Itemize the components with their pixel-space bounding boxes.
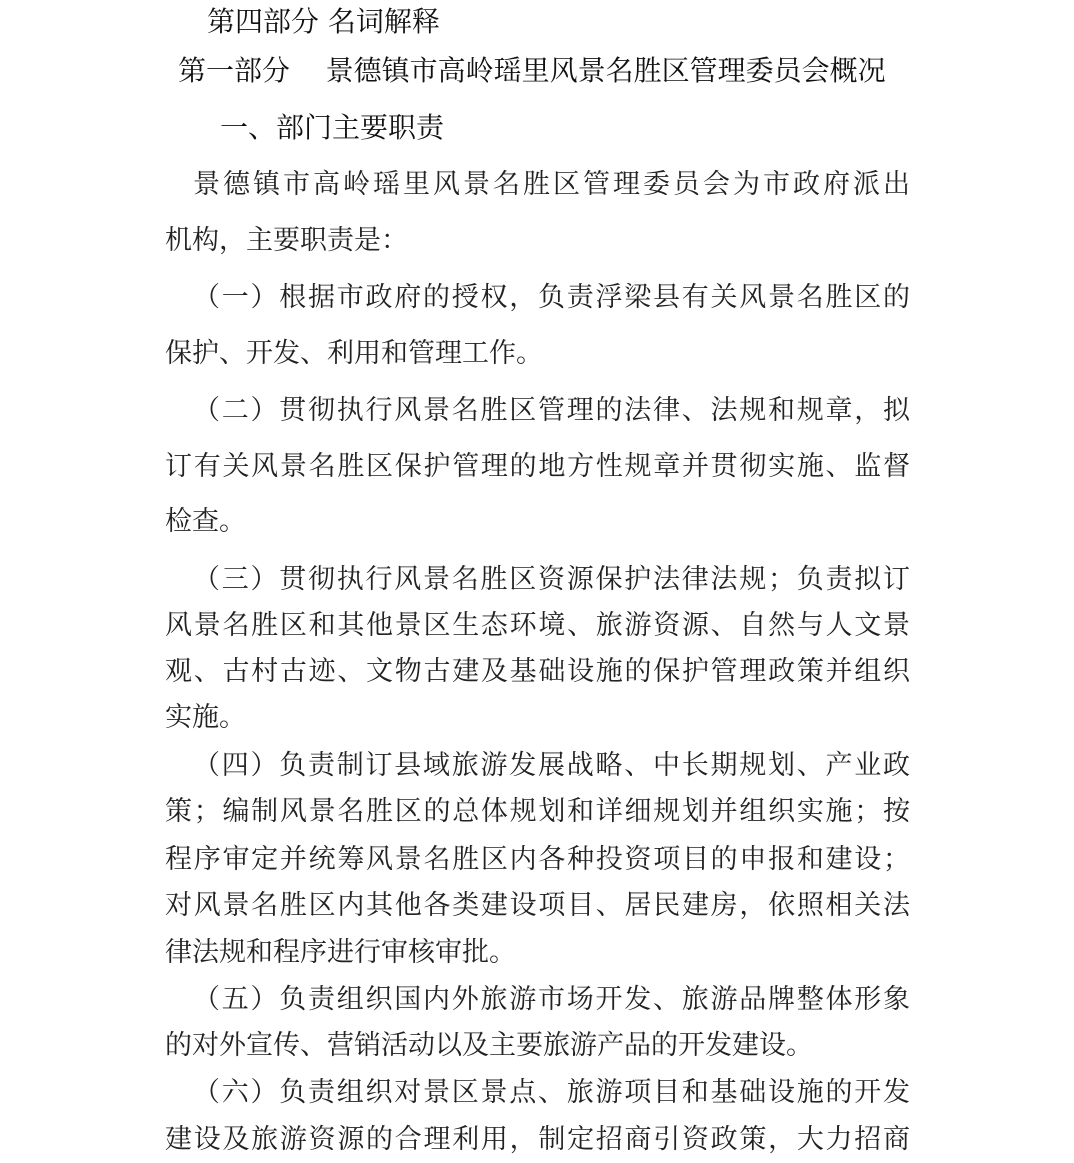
heading-part4: 第四部分 名词解释 bbox=[207, 5, 440, 38]
text-line: 程序审定并统筹风景名胜区内各种投资项目的申报和建设； bbox=[165, 844, 910, 875]
text-line: （六）负责组织对景区景点、旅游项目和基础设施的开发 bbox=[193, 1077, 910, 1108]
text-line: 观、古村古迹、文物古建及基础设施的保护管理政策并组织 bbox=[165, 656, 910, 687]
text-line: （五）负责组织国内外旅游市场开发、旅游品牌整体形象 bbox=[193, 984, 910, 1015]
text-line: 建设及旅游资源的合理利用，制定招商引资政策，大力招商 bbox=[165, 1124, 910, 1155]
text-line: 机构，主要职责是： bbox=[165, 225, 408, 256]
text-line: 保护、开发、利用和管理工作。 bbox=[165, 338, 543, 369]
text-line: 策；编制风景名胜区的总体规划和详细规划并组织实施；按 bbox=[165, 796, 910, 827]
heading-part1: 第一部分 景德镇市高岭瑶里风景名胜区管理委员会概况 bbox=[178, 54, 886, 87]
text-line: 律法规和程序进行审核审批。 bbox=[165, 937, 516, 968]
text-line: （一）根据市政府的授权，负责浮梁县有关风景名胜区的 bbox=[193, 282, 910, 313]
text-line: 检查。 bbox=[165, 506, 246, 537]
text-line: （二）贯彻执行风景名胜区管理的法律、法规和规章，拟 bbox=[193, 395, 910, 426]
text-line: 景德镇市高岭瑶里风景名胜区管理委员会为市政府派出 bbox=[193, 169, 910, 200]
text-line: （三）贯彻执行风景名胜区资源保护法律法规；负责拟订 bbox=[193, 564, 910, 595]
heading-section1: 一、部门主要职责 bbox=[220, 111, 445, 144]
text-line: （四）负责制订县域旅游发展战略、中长期规划、产业政 bbox=[193, 750, 910, 781]
text-line: 订有关风景名胜区保护管理的地方性规章并贯彻实施、监督 bbox=[165, 451, 910, 482]
text-line: 实施。 bbox=[165, 702, 246, 733]
text-line: 对风景名胜区内其他各类建设项目、居民建房，依照相关法 bbox=[165, 890, 910, 921]
text-line: 风景名胜区和其他景区生态环境、旅游资源、自然与人文景 bbox=[165, 610, 910, 641]
text-line: 的对外宣传、营销活动以及主要旅游产品的开发建设。 bbox=[165, 1030, 813, 1061]
